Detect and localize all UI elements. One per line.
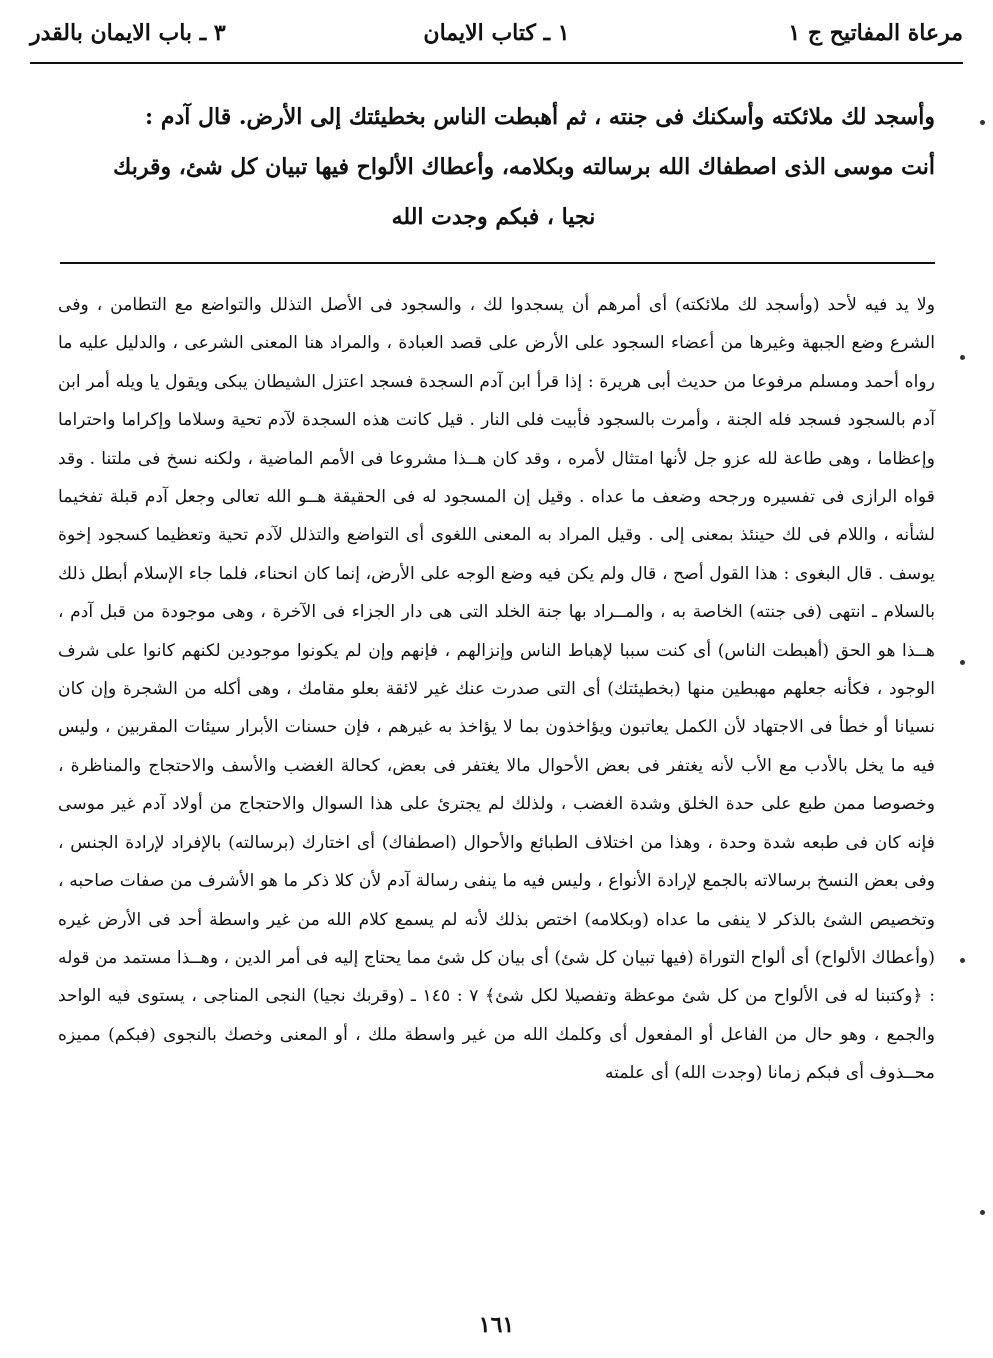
hadith-text [52, 92, 935, 242]
header-chapter-title: ٣ ـ باب الايمان بالقدر [30, 20, 226, 46]
header-book-title: مرعاة المفاتيح ج ١ [788, 20, 963, 46]
margin-dot [980, 1210, 985, 1215]
header-divider [30, 62, 963, 64]
hadith-line-3: نجيا ، فبكم وجدت الله [391, 204, 596, 230]
hadith-line-1: وأسجد لك ملائكته وأسكنك فى جنته ، ثم أهبطت الناس بخطيئتك إلى الأرض. قال آدم : [145, 104, 935, 130]
margin-dot [960, 355, 965, 360]
hadith-line-2: أنت موسى الذى اصطفاك الله برسالته وبكلامه، وأعطاك الألواح فيها تبيان كل شئ، وقربك [113, 154, 935, 180]
commentary-text [58, 286, 935, 1093]
running-header [30, 16, 963, 60]
header-book-section: ١ ـ كتاب الايمان [423, 20, 570, 46]
commentary-paragraph: ولا يد فيه لأحد (وأسجد لك ملائكته) أى أمرهم أن يسجدوا لك ، والسجود فى الأصل التذلل والتواضع مع التطامن ، وفى الشرع وضع الجبهة وغيرها من أعضاء السجود على الأرض على قصد العبادة ، والمراد هنا المعنى الشرعى ، والدليل عليه ما رواه أحمد ومسلم مرفوعا من حديث أبى هريرة : إذا قرأ ابن آدم السجدة فسجد اعتزل الشيطان يبكى ويقول يا ويله أمر ابن آدم بالسجود فسجد فله الجنة ، وأمرت بالسجود فأبيت فلى النار . قيل كانت هذه السجدة لآدم تحية وسلاما وإكراما واحتراما وإعظاما ، وهى طاعة لله عزو جل لأنها امتثال لأمره ، وقد كان هــذا مشروعا فى الأمم الماضية ، ولكنه نسخ فى ملتنا . وقد قواه الرازى فى تفسيره ورجحه وضعف ما عداه . وقيل إن المسجود له فى الحقيقة هــو الله تعالى وجعل آدم قبلة تفخيما لشأنه ، واللام فى لك حينئذ بمعنى إلى . وقيل المراد به المعنى اللغوى أى التواضع والتذلل لآدم تحية وتعظيما كسجود إخوة يوسف . قال البغوى : هذا القول أصح ، قال ولم يكن فيه وضع الوجه على الأرض، إنما كان انحناء، فلما جاء الإسلام أبطل ذلك بالسلام ـ انتهى (فى جنته) الخاصة به ، والمــراد بها جنة الخلد التى هى دار الجزاء فى الآخرة ، وهى موجودة من قبل آدم ، هــذا هو الحق (أهبطت الناس) أى كنت سببا لإهباط الناس وإنزالهم ، فإنهم وإن لم يكونوا موجودين لكنهم كانوا على شرف الوجود ، فكأنه جعلهم مهبطين منها (بخطيئتك) أى التى صدرت عنك غير لائقة بعلو مقامك ، وهى أكله من الشجرة وإن كان نسيانا أو خطأ فى الاجتهاد لأن الكمل يعاتبون ويؤاخذون بما لا يؤاخذ به غيرهم ، فإن حسنات الأبرار سيئات المقربين ، وليس فيه ما يخل بالأدب مع الأب لأنه يغتفر فى بعض الأحوال مالا يغتفر فى بعض، كحالة الغضب والأسف والاحتجاج والمناظرة ، وخصوصا ممن طبع على حدة الخلق وشدة الغضب ، ولذلك لم يجترئ على هذا السوال والاحتجاج من أولاد آدم غير موسى فإنه كان فى طبعه شدة وحدة ، وهذا من اختلاف الطبائع والأحوال (اصطفاك) أى اختارك (برسالته) بالإفراد لإرادة الجنس ، وفى بعض النسخ برسالاته بالجمع لإرادة الأنواع ، وليس فيه ما ينفى رسالة آدم لأن كلا ذكر ما هو الأشرف من صفات صاحبه ، وتخصيص الشئ بالذكر لا ينفى ما عداه (وبكلامه) اختص بذلك لأنه لم يسمع كلام الله من غير واسطة أحد فى الأرض غيره (وأعطاك الألواح) أى ألواح التوراة (فيها تبيان كل شئ) أى بيان كل شئ مما يحتاج إليه فى أمر الدين ، وهــذا مستمد من قوله : ﴿وكتبنا له فى الألواح من كل شئ موعظة وتفصيلا لكل شئ﴾ ٧ : ١٤٥ ـ (وقربك نجيا) النجى المناجى ، يستوى فيه الواحد والجمع ، وهو حال من الفاعل أو المفعول أى وكلمك الله من غير واسطة ملك ، أو المعنى وخصك بالنجوى (فبكم) مميزه محــذوف أى فبكم زمانا (وجدت الله) أى علمته [58, 295, 936, 1084]
section-divider [60, 262, 935, 264]
margin-dot [960, 660, 965, 665]
margin-dot [960, 958, 965, 963]
page-number: ١٦١ [478, 1312, 515, 1338]
margin-dot [980, 120, 985, 125]
